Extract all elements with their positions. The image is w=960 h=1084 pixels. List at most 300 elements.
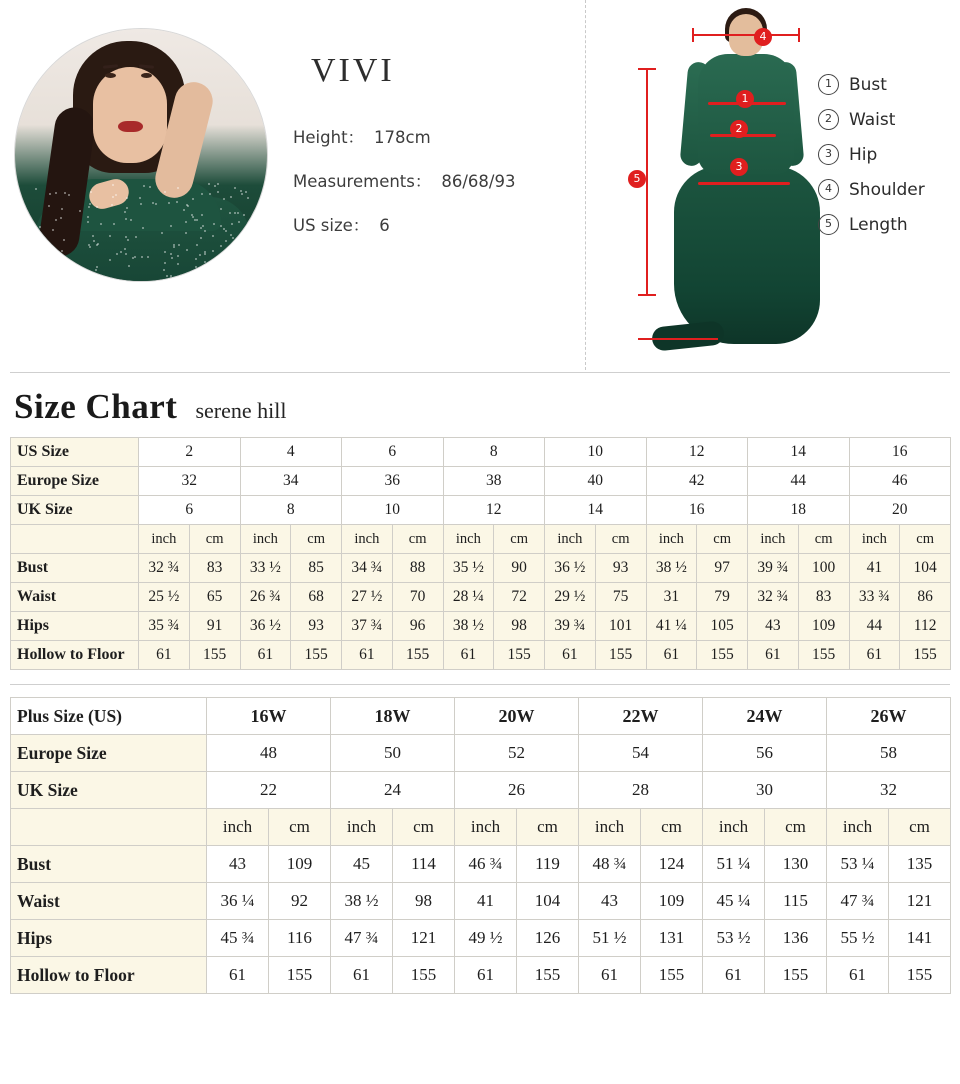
gown-bead <box>39 226 41 228</box>
gown-bead <box>120 251 122 253</box>
legend-label-waist: Waist <box>849 109 896 130</box>
cell-plus-unit-5: cm <box>517 809 579 846</box>
cell-waist-5: 70 <box>392 583 443 612</box>
cell-plus-uk-3: 28 <box>579 772 703 809</box>
gown-bead <box>48 205 50 207</box>
table-row-plus-units <box>11 809 951 846</box>
brand-name: VIVI <box>311 52 395 89</box>
cell-plus-unit-9: cm <box>765 809 827 846</box>
gown-bead <box>115 194 117 196</box>
legend-item-length <box>818 214 925 235</box>
gown-bead <box>178 244 180 246</box>
cell-bust-2: 33 ½ <box>240 554 291 583</box>
cell-waist-6: 28 ¼ <box>443 583 494 612</box>
shoulder-tick-right <box>798 28 800 42</box>
cell-hips-8: 39 ¾ <box>545 612 596 641</box>
gown-bead <box>220 208 222 210</box>
gown-bead <box>220 245 222 247</box>
cell-plus-bust-11: 135 <box>889 846 951 883</box>
cell-us-size-2: 6 <box>342 438 444 467</box>
cell-plus-size-3: 22W <box>579 698 703 735</box>
cell-plus-bust-2: 45 <box>331 846 393 883</box>
model-ussize-line <box>293 212 585 236</box>
cell-uk-size-6: 18 <box>748 496 850 525</box>
cell-plus-size-2: 20W <box>455 698 579 735</box>
gown-bead <box>111 204 113 206</box>
cell-bust-13: 100 <box>798 554 849 583</box>
cell-hollow-11: 155 <box>697 641 748 670</box>
section-divider <box>10 684 950 685</box>
size-chart-heading <box>10 372 950 437</box>
cell-hips-6: 38 ½ <box>443 612 494 641</box>
cell-plus-hips-8: 53 ½ <box>703 920 765 957</box>
row-label-hips: Hips <box>11 612 139 641</box>
marker-waist: 2 <box>730 120 748 138</box>
cell-unit-12: inch <box>748 525 799 554</box>
cell-waist-9: 75 <box>595 583 646 612</box>
cell-plus-bust-7: 124 <box>641 846 703 883</box>
cell-hollow-5: 155 <box>392 641 443 670</box>
row-label-waist: Waist <box>11 583 139 612</box>
measurement-legend <box>818 74 925 249</box>
gown-bead <box>35 188 37 190</box>
cell-plus-europe-4: 56 <box>703 735 827 772</box>
gown-bead <box>177 263 179 265</box>
model-height-label: Height： <box>293 128 365 147</box>
cell-plus-hips-9: 136 <box>765 920 827 957</box>
cell-plus-waist-10: 47 ¾ <box>827 883 889 920</box>
gown-bead <box>164 251 166 253</box>
cell-hollow-9: 155 <box>595 641 646 670</box>
cell-europe-size-1: 34 <box>240 467 342 496</box>
cell-plus-hips-5: 126 <box>517 920 579 957</box>
cell-unit-13: cm <box>798 525 849 554</box>
cell-plus-waist-8: 45 ¼ <box>703 883 765 920</box>
cell-plus-hips-4: 49 ½ <box>455 920 517 957</box>
legend-label-bust: Bust <box>849 74 887 95</box>
row-label-plus-hollow-to-floor: Hollow to Floor <box>11 957 207 994</box>
row-label-plus-uk-size: UK Size <box>11 772 207 809</box>
cell-plus-bust-4: 46 ¾ <box>455 846 517 883</box>
cell-waist-8: 29 ½ <box>545 583 596 612</box>
gown-bead <box>173 246 175 248</box>
cell-us-size-1: 4 <box>240 438 342 467</box>
standard-size-table-wrap <box>10 437 950 670</box>
cell-plus-unit-6: inch <box>579 809 641 846</box>
cell-plus-bust-3: 114 <box>393 846 455 883</box>
gown-bead <box>113 223 115 225</box>
cell-hips-13: 109 <box>798 612 849 641</box>
gown-bead <box>204 253 206 255</box>
plus-size-table <box>10 697 951 994</box>
cell-waist-14: 33 ¾ <box>849 583 900 612</box>
length-tick-top <box>638 68 656 70</box>
cell-bust-5: 88 <box>392 554 443 583</box>
cell-plus-hips-2: 47 ¾ <box>331 920 393 957</box>
cell-waist-10: 31 <box>646 583 697 612</box>
cell-hips-9: 101 <box>595 612 646 641</box>
gown-bead <box>93 240 95 242</box>
table-row-uk-size <box>11 496 951 525</box>
gown-bead <box>112 184 114 186</box>
legend-number-icon: 1 <box>818 74 839 95</box>
model-height-value: 178cm <box>374 128 431 147</box>
gown-bead <box>200 237 202 239</box>
gown-bead <box>126 197 128 199</box>
cell-hollow-3: 155 <box>291 641 342 670</box>
cell-hips-11: 105 <box>697 612 748 641</box>
cell-bust-9: 93 <box>595 554 646 583</box>
cell-bust-3: 85 <box>291 554 342 583</box>
cell-plus-waist-5: 104 <box>517 883 579 920</box>
cell-waist-12: 32 ¾ <box>748 583 799 612</box>
gown-bead <box>220 225 222 227</box>
table-row-hips <box>11 612 951 641</box>
cell-hips-2: 36 ½ <box>240 612 291 641</box>
cell-plus-uk-0: 22 <box>207 772 331 809</box>
row-label-hollow-to-floor: Hollow to Floor <box>11 641 139 670</box>
cell-plus-hollow-0: 61 <box>207 957 269 994</box>
cell-us-size-5: 12 <box>646 438 748 467</box>
cell-unit-10: inch <box>646 525 697 554</box>
cell-hollow-4: 61 <box>342 641 393 670</box>
cell-hips-14: 44 <box>849 612 900 641</box>
cell-hollow-12: 61 <box>748 641 799 670</box>
cell-hips-0: 35 ¾ <box>139 612 190 641</box>
cell-plus-hollow-9: 155 <box>765 957 827 994</box>
header-section <box>0 0 960 370</box>
cell-plus-waist-6: 43 <box>579 883 641 920</box>
row-label-plus-bust: Bust <box>11 846 207 883</box>
row-label-plus-waist: Waist <box>11 883 207 920</box>
model-measurements-line <box>293 168 585 192</box>
cell-plus-hollow-11: 155 <box>889 957 951 994</box>
gown-bead <box>214 185 216 187</box>
gown-bead <box>241 193 243 195</box>
cell-plus-hips-11: 141 <box>889 920 951 957</box>
cell-plus-hollow-8: 61 <box>703 957 765 994</box>
row-label-units <box>11 525 139 554</box>
legend-number-icon: 5 <box>818 214 839 235</box>
gown-bead <box>125 218 127 220</box>
gown-bead <box>237 212 239 214</box>
cell-hips-3: 93 <box>291 612 342 641</box>
cell-europe-size-5: 42 <box>646 467 748 496</box>
gown-bead <box>212 235 214 237</box>
gown-bead <box>238 221 240 223</box>
cell-uk-size-3: 12 <box>443 496 545 525</box>
cell-plus-waist-0: 36 ¼ <box>207 883 269 920</box>
gown-bead <box>87 216 89 218</box>
cell-bust-0: 32 ¾ <box>139 554 190 583</box>
cell-plus-bust-10: 53 ¼ <box>827 846 889 883</box>
cell-plus-waist-7: 109 <box>641 883 703 920</box>
gown-bead <box>247 197 249 199</box>
cell-unit-9: cm <box>595 525 646 554</box>
gown-bead <box>134 256 136 258</box>
figure-bodice <box>698 54 794 174</box>
cell-hollow-13: 155 <box>798 641 849 670</box>
table-row-plus-size <box>11 698 951 735</box>
table-row-plus-europe-size <box>11 735 951 772</box>
cell-plus-hips-0: 45 ¾ <box>207 920 269 957</box>
cell-waist-1: 65 <box>189 583 240 612</box>
cell-plus-waist-4: 41 <box>455 883 517 920</box>
marker-hip: 3 <box>730 158 748 176</box>
cell-plus-hollow-6: 61 <box>579 957 641 994</box>
cell-plus-hips-7: 131 <box>641 920 703 957</box>
table-row-plus-waist <box>11 883 951 920</box>
gown-bead <box>240 190 242 192</box>
cell-waist-0: 25 ½ <box>139 583 190 612</box>
cell-hips-1: 91 <box>189 612 240 641</box>
gown-bead <box>232 237 234 239</box>
cell-hips-7: 98 <box>494 612 545 641</box>
gown-bead <box>217 183 219 185</box>
cell-plus-hollow-2: 61 <box>331 957 393 994</box>
cell-plus-size-1: 18W <box>331 698 455 735</box>
model-measurements-value: 86/68/93 <box>441 172 516 191</box>
gown-bead <box>128 265 130 267</box>
cell-hollow-6: 61 <box>443 641 494 670</box>
cell-europe-size-4: 40 <box>545 467 647 496</box>
model-photo-block <box>0 0 285 370</box>
model-height-line <box>293 124 585 148</box>
cell-hollow-7: 155 <box>494 641 545 670</box>
cell-plus-hips-1: 116 <box>269 920 331 957</box>
cell-unit-14: inch <box>849 525 900 554</box>
gown-bead <box>177 255 179 257</box>
cell-us-size-7: 16 <box>849 438 951 467</box>
standard-size-table <box>10 437 951 670</box>
marker-length: 5 <box>628 170 646 188</box>
table-row-europe-size <box>11 467 951 496</box>
cell-plus-unit-11: cm <box>889 809 951 846</box>
cell-plus-bust-6: 48 ¾ <box>579 846 641 883</box>
cell-plus-hips-3: 121 <box>393 920 455 957</box>
cell-hollow-14: 61 <box>849 641 900 670</box>
gown-bead <box>127 239 129 241</box>
table-row-plus-hips <box>11 920 951 957</box>
legend-item-hip <box>818 144 925 165</box>
gown-bead <box>177 187 179 189</box>
cell-unit-7: cm <box>494 525 545 554</box>
cell-bust-1: 83 <box>189 554 240 583</box>
cell-plus-uk-1: 24 <box>331 772 455 809</box>
gown-bead <box>124 248 126 250</box>
cell-plus-bust-9: 130 <box>765 846 827 883</box>
cell-bust-7: 90 <box>494 554 545 583</box>
cell-waist-15: 86 <box>900 583 951 612</box>
cell-waist-2: 26 ¾ <box>240 583 291 612</box>
row-label-plus-hips: Hips <box>11 920 207 957</box>
gown-bead <box>141 256 143 258</box>
table-row-hollow-to-floor <box>11 641 951 670</box>
cell-plus-waist-3: 98 <box>393 883 455 920</box>
gown-bead <box>60 217 62 219</box>
gown-bead <box>195 266 197 268</box>
legend-item-shoulder <box>818 179 925 200</box>
gown-bead <box>170 253 172 255</box>
cell-hips-4: 37 ¾ <box>342 612 393 641</box>
cell-plus-unit-0: inch <box>207 809 269 846</box>
cell-plus-waist-2: 38 ½ <box>331 883 393 920</box>
cell-unit-5: cm <box>392 525 443 554</box>
cell-plus-hips-10: 55 ½ <box>827 920 889 957</box>
cell-plus-waist-11: 121 <box>889 883 951 920</box>
cell-plus-bust-5: 119 <box>517 846 579 883</box>
cell-plus-europe-5: 58 <box>827 735 951 772</box>
cell-plus-europe-3: 54 <box>579 735 703 772</box>
table-row-plus-hollow-to-floor <box>11 957 951 994</box>
gown-bead <box>243 214 245 216</box>
cell-hips-15: 112 <box>900 612 951 641</box>
cell-waist-4: 27 ½ <box>342 583 393 612</box>
cell-uk-size-4: 14 <box>545 496 647 525</box>
legend-label-hip: Hip <box>849 144 878 165</box>
gown-bead <box>124 211 126 213</box>
legend-label-shoulder: Shoulder <box>849 179 925 200</box>
legend-item-waist <box>818 109 925 130</box>
gown-bead <box>176 201 178 203</box>
gown-bead <box>161 232 163 234</box>
row-label-europe-size: Europe Size <box>11 467 139 496</box>
table-row-bust <box>11 554 951 583</box>
gown-bead <box>230 196 232 198</box>
cell-plus-europe-0: 48 <box>207 735 331 772</box>
table-row-plus-uk-size <box>11 772 951 809</box>
gown-bead <box>234 187 236 189</box>
hem-line <box>638 338 718 340</box>
figure-skirt <box>674 166 820 344</box>
cell-plus-hollow-1: 155 <box>269 957 331 994</box>
cell-europe-size-7: 46 <box>849 467 951 496</box>
row-label-plus-units <box>11 809 207 846</box>
cell-bust-10: 38 ½ <box>646 554 697 583</box>
model-face <box>93 67 167 163</box>
page-title: Size Chart <box>14 387 178 426</box>
cell-bust-11: 97 <box>697 554 748 583</box>
gown-bead <box>132 257 134 259</box>
row-label-plus-europe-size: Europe Size <box>11 735 207 772</box>
cell-plus-hollow-3: 155 <box>393 957 455 994</box>
cell-plus-hollow-10: 61 <box>827 957 889 994</box>
cell-europe-size-0: 32 <box>139 467 241 496</box>
cell-plus-unit-7: cm <box>641 809 703 846</box>
gown-bead <box>185 232 187 234</box>
model-ussize-label: US size： <box>293 216 370 235</box>
cell-uk-size-5: 16 <box>646 496 748 525</box>
cell-plus-size-0: 16W <box>207 698 331 735</box>
length-tick-bottom <box>638 294 656 296</box>
table-row-us-size <box>11 438 951 467</box>
gown-bead <box>219 272 221 274</box>
cell-uk-size-2: 10 <box>342 496 444 525</box>
model-photo-circle <box>14 28 268 282</box>
cell-plus-unit-3: cm <box>393 809 455 846</box>
model-photo <box>15 29 267 281</box>
cell-waist-11: 79 <box>697 583 748 612</box>
cell-plus-uk-5: 32 <box>827 772 951 809</box>
cell-plus-unit-1: cm <box>269 809 331 846</box>
cell-hips-12: 43 <box>748 612 799 641</box>
cell-uk-size-0: 6 <box>139 496 241 525</box>
cell-plus-bust-1: 109 <box>269 846 331 883</box>
cell-bust-14: 41 <box>849 554 900 583</box>
cell-us-size-4: 10 <box>545 438 647 467</box>
gown-bead <box>245 191 247 193</box>
cell-europe-size-6: 44 <box>748 467 850 496</box>
length-measure-line <box>646 68 648 296</box>
cell-plus-europe-2: 52 <box>455 735 579 772</box>
cell-europe-size-3: 38 <box>443 467 545 496</box>
cell-plus-hollow-4: 61 <box>455 957 517 994</box>
marker-bust: 1 <box>736 90 754 108</box>
cell-plus-hips-6: 51 ½ <box>579 920 641 957</box>
cell-unit-15: cm <box>900 525 951 554</box>
cell-hollow-2: 61 <box>240 641 291 670</box>
cell-plus-unit-2: inch <box>331 809 393 846</box>
cell-bust-4: 34 ¾ <box>342 554 393 583</box>
cell-hips-5: 96 <box>392 612 443 641</box>
cell-europe-size-2: 36 <box>342 467 444 496</box>
cell-plus-unit-4: inch <box>455 809 517 846</box>
cell-hollow-0: 61 <box>139 641 190 670</box>
cell-hollow-1: 155 <box>189 641 240 670</box>
cell-bust-15: 104 <box>900 554 951 583</box>
cell-unit-2: inch <box>240 525 291 554</box>
shoulder-measure-line <box>692 34 800 36</box>
cell-us-size-6: 14 <box>748 438 850 467</box>
cell-waist-13: 83 <box>798 583 849 612</box>
gown-bead <box>79 210 81 212</box>
cell-us-size-3: 8 <box>443 438 545 467</box>
shoulder-tick-left <box>692 28 694 42</box>
plus-size-table-wrap <box>10 697 950 994</box>
gown-bead <box>217 191 219 193</box>
page-subtitle: serene hill <box>195 398 287 423</box>
cell-plus-europe-1: 50 <box>331 735 455 772</box>
table-row-waist <box>11 583 951 612</box>
cell-unit-8: inch <box>545 525 596 554</box>
cell-unit-11: cm <box>697 525 748 554</box>
cell-plus-unit-10: inch <box>827 809 889 846</box>
cell-us-size-0: 2 <box>139 438 241 467</box>
cell-plus-bust-8: 51 ¼ <box>703 846 765 883</box>
cell-plus-bust-0: 43 <box>207 846 269 883</box>
model-eye-left <box>105 73 116 78</box>
cell-hollow-10: 61 <box>646 641 697 670</box>
table-row-plus-bust <box>11 846 951 883</box>
cell-plus-unit-8: inch <box>703 809 765 846</box>
cell-plus-waist-1: 92 <box>269 883 331 920</box>
model-measurements-label: Measurements： <box>293 172 432 191</box>
row-label-uk-size: UK Size <box>11 496 139 525</box>
cell-hips-10: 41 ¼ <box>646 612 697 641</box>
cell-unit-1: cm <box>189 525 240 554</box>
marker-shoulder: 4 <box>754 28 772 46</box>
cell-bust-12: 39 ¾ <box>748 554 799 583</box>
gown-bead <box>155 203 157 205</box>
gown-bead <box>208 183 210 185</box>
gown-bead <box>55 192 57 194</box>
model-lips <box>118 121 143 132</box>
cell-unit-0: inch <box>139 525 190 554</box>
cell-plus-size-5: 26W <box>827 698 951 735</box>
legend-number-icon: 2 <box>818 109 839 130</box>
cell-hollow-15: 155 <box>900 641 951 670</box>
gown-bead <box>237 247 239 249</box>
